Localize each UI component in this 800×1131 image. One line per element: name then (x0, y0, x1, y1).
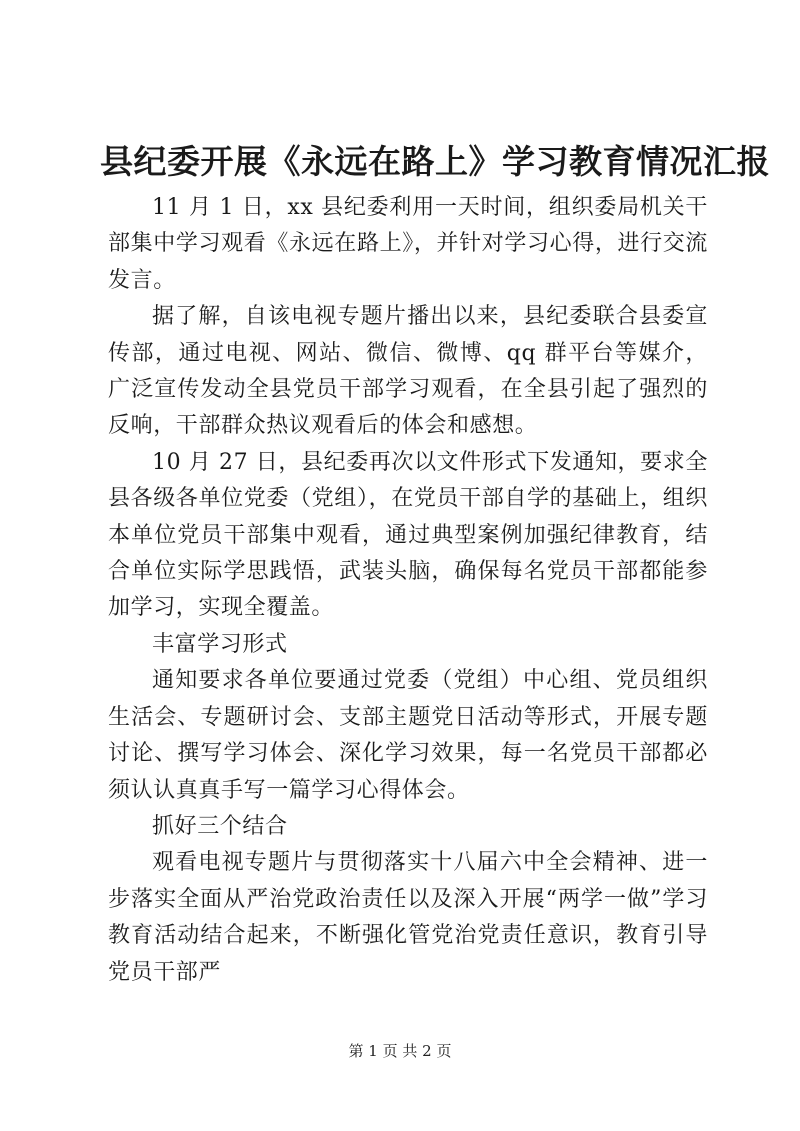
document-title: 县纪委开展《永远在路上》学习教育情况汇报 (100, 142, 770, 181)
section-heading-combinations: 抓好三个结合 (152, 813, 288, 839)
paragraph-promotion: 据了解，自该电视专题片播出以来，县纪委联合县委宣传部，通过电视、网站、微信、微博、qq 群平台等媒介，广泛宣传发动全县党员干部学习观看，在全县引起了强烈的反响，干部群众热议观看后的体会和感想。 (108, 304, 708, 439)
section-heading-forms: 丰富学习形式 (152, 631, 288, 657)
paragraph-combinations: 观看电视专题片与贯彻落实十八届六中全会精神、进一步落实全面从严治党政治责任以及深入开展“两学一做”学习教育活动结合起来，不断强化管党治党责任意识，教育引导党员干部严 (108, 850, 708, 985)
paragraph-notice: 10 月 27 日，县纪委再次以文件形式下发通知，要求全县各级各单位党委（党组），在党员干部自学的基础上，组织本单位党员干部集中观看，通过典型案例加强纪律教育，结合单位实际学思践悟，武装头脑，确保每名党员干部都能参加学习，实现全覆盖。 (108, 449, 708, 621)
document-body (108, 190, 708, 991)
paragraph-forms: 通知要求各单位要通过党委（党组）中心组、党员组织生活会、专题研讨会、支部主题党日活动等形式，开展专题讨论、撰写学习体会、深化学习效果，每一名党员干部都必须认认真真手写一篇学习心得体会。 (108, 668, 708, 803)
paragraph-intro: 11 月 1 日，xx 县纪委利用一天时间，组织委局机关干部集中学习观看《永远在路上》，并针对学习心得，进行交流发言。 (108, 195, 708, 293)
page-footer: 第 1 页 共 2 页 (348, 1042, 452, 1060)
